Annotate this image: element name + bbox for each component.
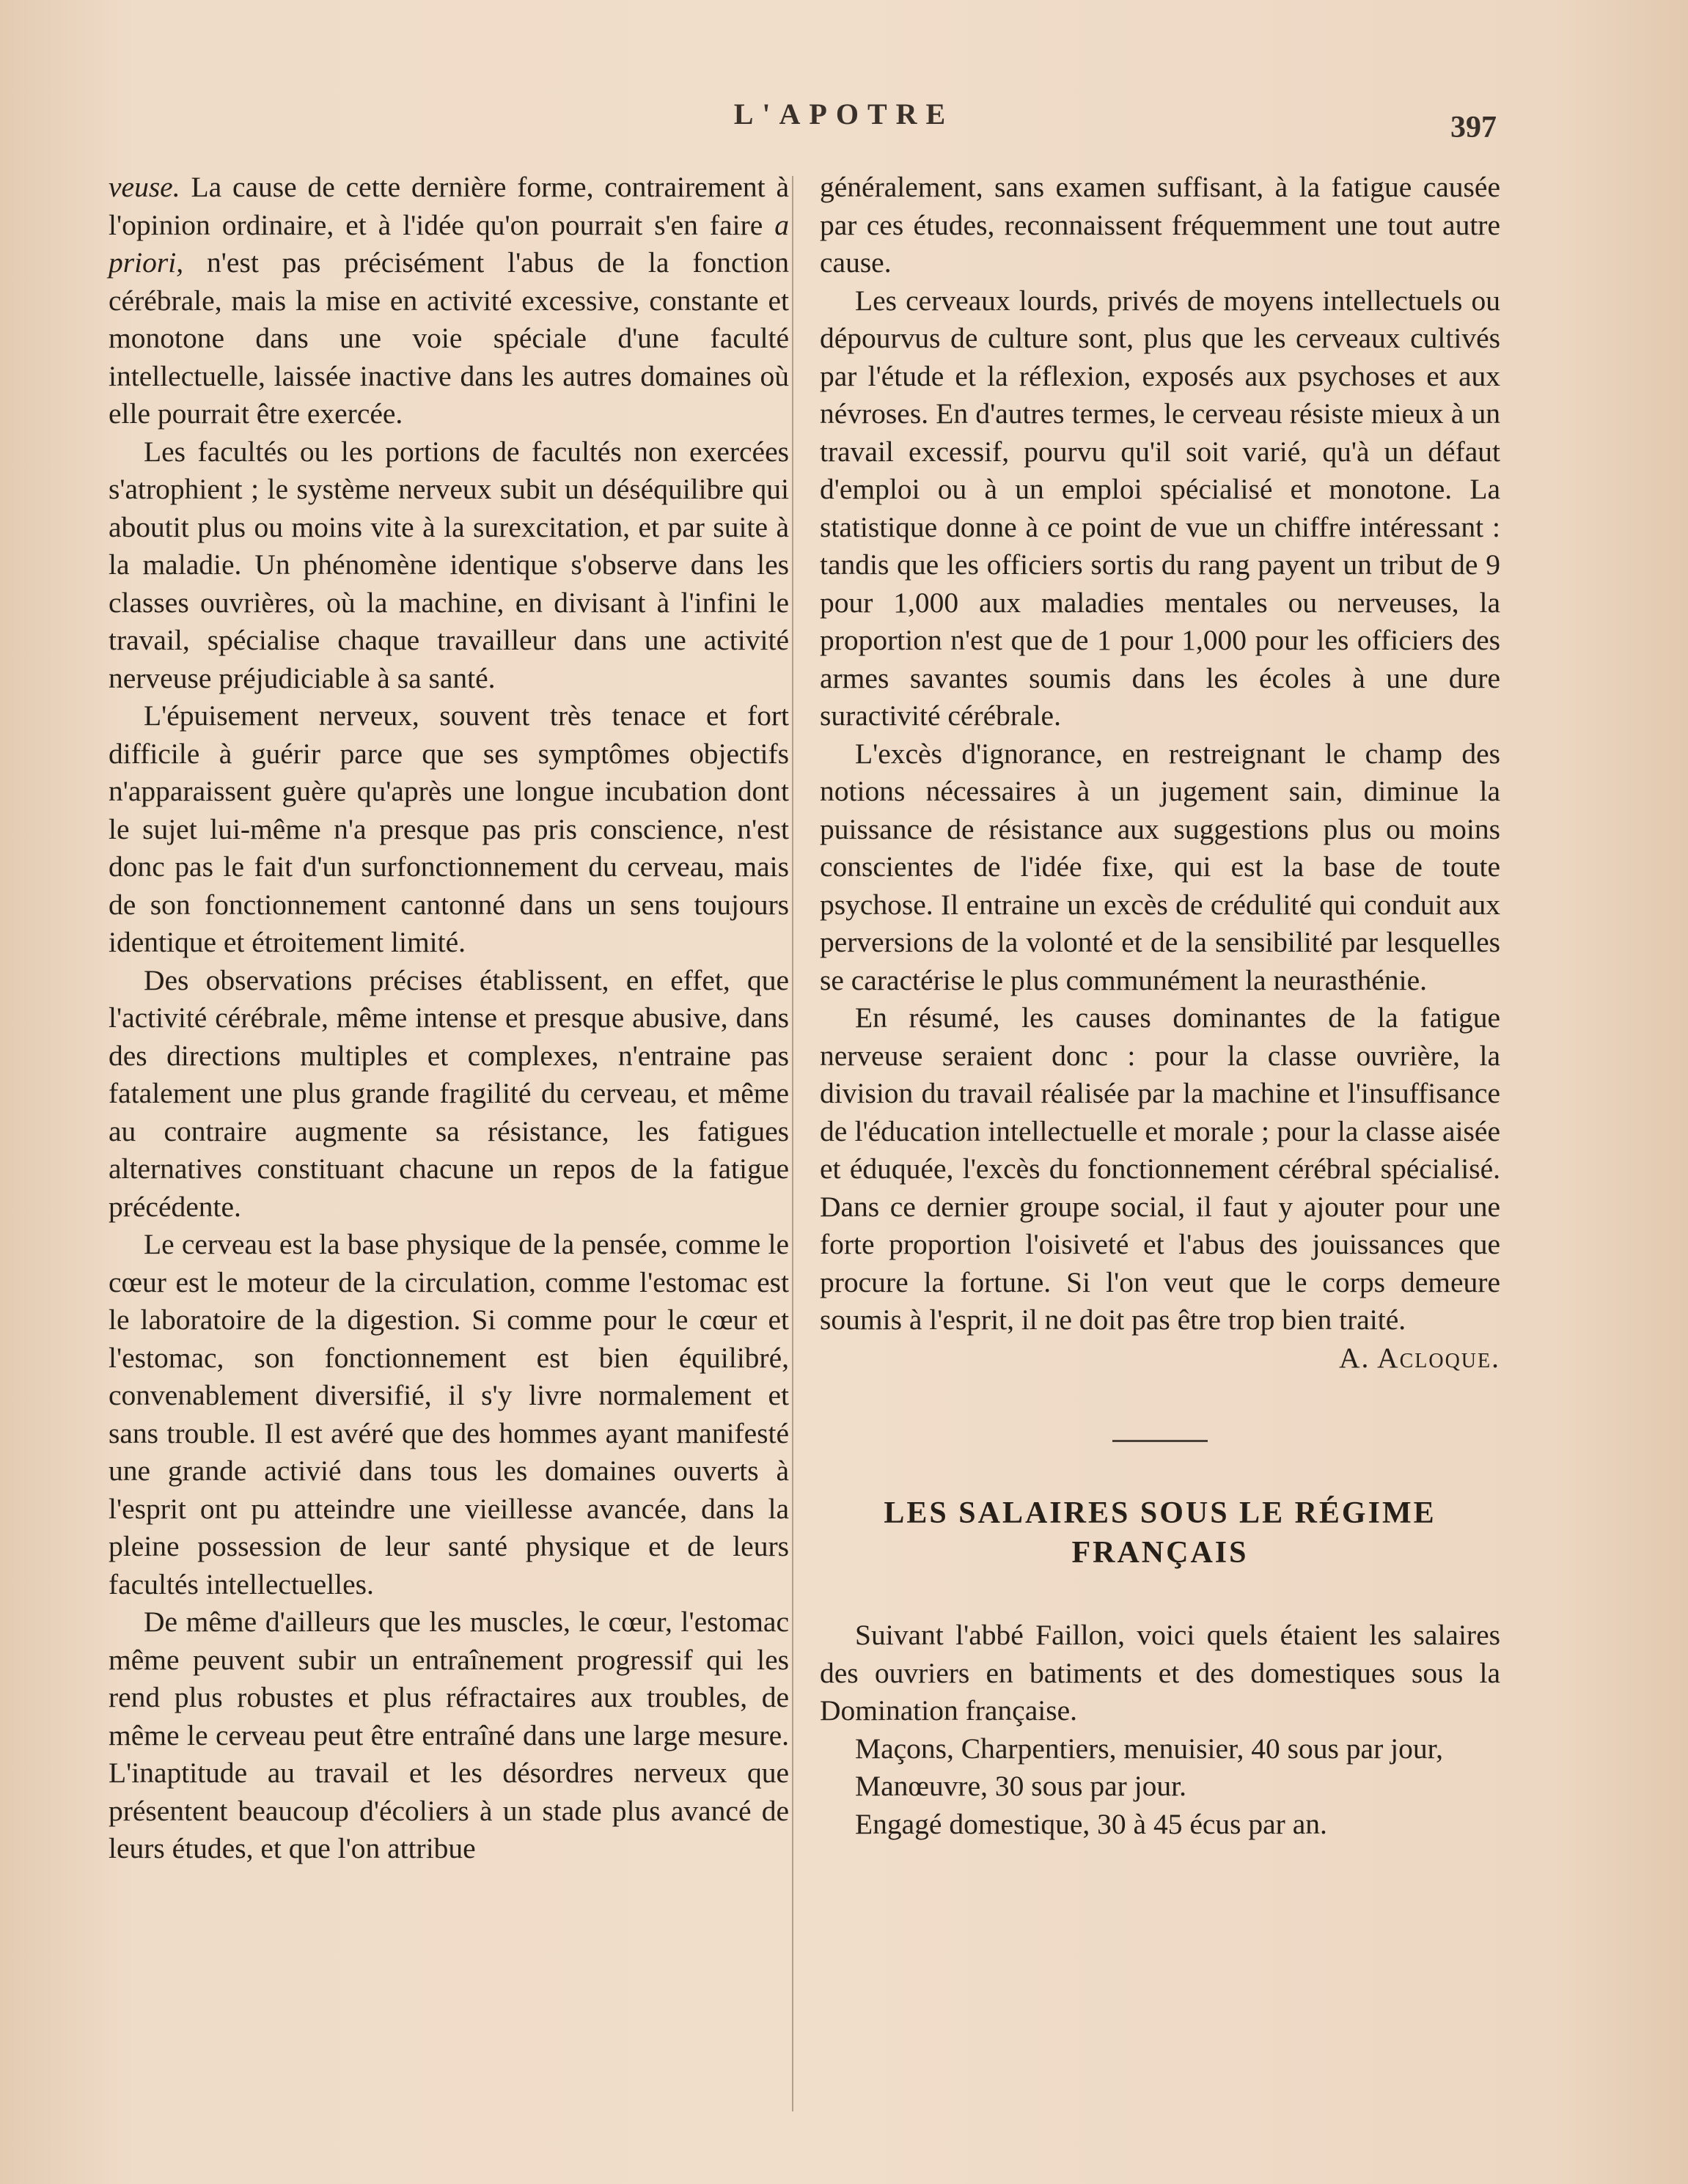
running-title: L'APOTRE	[733, 98, 955, 130]
section-separator	[1112, 1440, 1208, 1442]
article-title: LES SALAIRES SOUS LE RÉGIME FRANÇAIS	[884, 1496, 1436, 1570]
left-column	[109, 169, 789, 1868]
wage-item: Maçons, Charpentiers, menuisier, 40 sous par jour,	[855, 1732, 1444, 1765]
paragraph: Suivant l'abbé Faillon, voici quels étaient les salaires des ouvriers en batiments et des domestiques sous la Domination française.	[820, 1619, 1500, 1727]
paragraph: En résumé, les causes dominantes de la fatigue nerveuse seraient donc : pour la classe ouvrière, la division du travail réalisée par la machine et l'insuffisance de l'éducation intellectuelle et morale ; pour la classe aisée et éduquée, l'excès du fonctionnement cérébral spécialisé. Dans ce dernier groupe social, il faut y ajouter pour une forte proportion l'oisiveté et l'abus des jouissances que procure la fortune. Si l'on veut que le corps demeure soumis à l'esprit, il ne doit pas être trop bien traité.	[820, 1001, 1500, 1336]
paragraph: Les cerveaux lourds, privés de moyens intellectuels ou dépourvus de culture sont, plus que les cerveaux cultivés par l'étude et la réflexion, exposés aux psychoses et aux névroses. En d'autres termes, le cerveau résiste mieux à un travail excessif, pourvu qu'il soit varié, qu'à un défaut d'emploi ou à un emploi spécialisé et monotone. La statistique donne à ce point de vue un chiffre intéressant : tandis que les officiers sortis du rang payent un tribut de 9 pour 1,000 aux maladies mentales ou nerveuses, la proportion n'est que de 1 pour 1,000 pour les officiers des armes savantes soumis dans les écoles à une dure suractivité cérébrale.	[820, 284, 1500, 732]
paragraph: De même d'ailleurs que les muscles, le cœur, l'estomac même peuvent subir un entraînement progressif qui les rend plus robustes et plus réfractaires aux troubles, de même le cerveau peut être entraîné dans une large mesure. L'inaptitude au travail et les désordres nerveux que présentent beaucoup d'écoliers à un stade plus avancé de leurs études, et que l'on attribue	[109, 1606, 789, 1864]
paragraph: Le cerveau est la base physique de la pensée, comme le cœur est le moteur de la circulation, comme l'estomac est le laboratoire de la digestion. Si comme pour le cœur et l'estomac, son fonctionnement est bien équilibré, convenablement diversifié, il s'y livre normalement et sans trouble. Il est avéré que des hommes ayant manifesté une grande activié dans tous les domaines ouverts à l'esprit ont pu atteindre une vieillesse avancée, dans la pleine possession de leur santé physique et de leurs facultés intellectuelles.	[109, 1228, 789, 1600]
page-number: 397	[1450, 111, 1497, 144]
paragraph: L'épuisement nerveux, souvent très tenace et fort difficile à guérir parce que ses symptômes objectifs n'apparaissent guère qu'après une longue incubation dont le sujet lui-même n'a presque pas pris conscience, n'est donc pas le fait d'un surfonctionnement du cerveau, mais de son fonctionnement cantonné dans un sens toujours identique et étroitement limité.	[109, 699, 789, 958]
paragraph: généralement, sans examen suffisant, à la fatigue causée par ces études, reconnaissent fréquemment une tout autre cause.	[820, 171, 1500, 279]
paragraph: L'excès d'ignorance, en restreignant le champ des notions nécessaires à un jugement sain, diminue la puissance de résistance aux suggestions plus ou moins conscientes de l'idée fixe, qui est la base de toute psychose. Il entraine un excès de crédulité qui conduit aux perversions de la volonté et de la sensibilité par lesquelles se caractérise le plus communément la neurasthénie.	[820, 737, 1500, 996]
right-column	[820, 169, 1500, 1843]
paragraph: Des observations précises établissent, en effet, que l'activité cérébrale, même intense et presque abusive, dans des directions multiples et complexes, n'entraine pas fatalement une plus grande fragilité du cerveau, et même au contraire augmente sa résistance, les fatigues alternatives constituant chacune un repos de la fatigue précédente.	[109, 963, 789, 1223]
continued-word: veuse.	[109, 171, 180, 203]
paragraph: veuse. La cause de cette dernière forme, contrairement à l'opinion ordinaire, et à l'idée qu'on pourrait s'en faire a priori, n'est pas précisément l'abus de la fonction cérébrale, mais la mise en activité excessive, constante et monotone dans une voie spéciale d'une faculté intellectuelle, laissée inactive dans les autres domaines où elle pourrait être exercée.	[109, 171, 789, 430]
author-signature: A. Acloque.	[1338, 1341, 1500, 1374]
column-divider	[792, 176, 793, 2111]
emphasis: a priori,	[109, 208, 789, 279]
wage-item: Engagé domestique, 30 à 45 écus par an.	[855, 1807, 1327, 1840]
paragraph: Les facultés ou les portions de facultés non exercées s'atrophient ; le système nerveux subit un déséquilibre qui aboutit plus ou moins vite à la surexcitation, et par suite à la maladie. Un phénomène identique s'observe dans les classes ouvrières, où la machine, en divisant à l'infini le travail, spécialise chaque travailleur dans une activité nerveuse préjudiciable à sa santé.	[109, 435, 789, 694]
wage-item: Manœuvre, 30 sous par jour.	[855, 1770, 1186, 1802]
